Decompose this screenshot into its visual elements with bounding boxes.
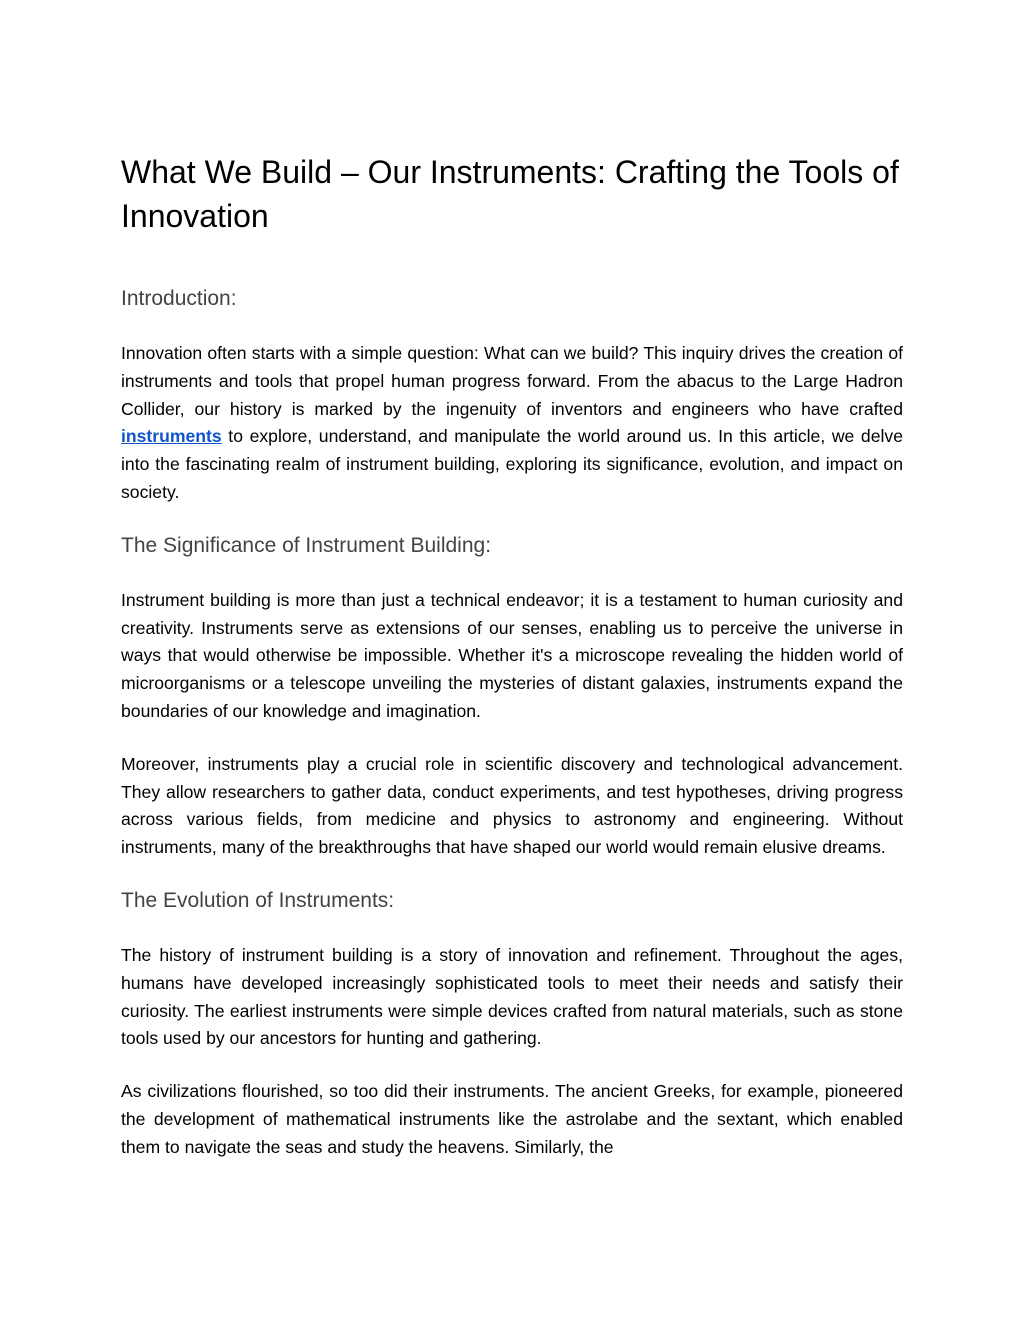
document-page <box>121 150 903 1187</box>
significance-paragraph-2: Moreover, instruments play a crucial role in scientific discovery and technological advancement. They allow researchers to gather data, conduct experiments, and test hypotheses, driving progress across various fields, from medicine and physics to astronomy and engineering. Without instruments, many of the breakthroughs that have shaped our world would remain elusive dreams. <box>121 753 903 858</box>
section-heading-evolution: The Evolution of Instruments: <box>121 888 395 912</box>
intro-text-before-link: Innovation often starts with a simple question: What can we build? This inquiry drives the creation of instruments and tools that propel human progress forward. From the abacus to the Large Hadron Collider, our history is marked by the ingenuity of inventors and engineers who have crafted <box>121 343 903 419</box>
instruments-link[interactable]: instruments <box>121 426 222 447</box>
evolution-paragraph-1: The history of instrument building is a story of innovation and refinement. Throughout the ages, humans have developed increasingly sophisticated tools to meet their needs and satisfy their curiosity. The earliest instruments were simple devices crafted from natural materials, such as stone tools used by our ancestors for hunting and gathering. <box>121 944 903 1049</box>
page-title: What We Build – Our Instruments: Crafting the Tools of Innovation <box>121 154 899 234</box>
significance-paragraph-1: Instrument building is more than just a technical endeavor; it is a testament to human curiosity and creativity. Instruments serve as extensions of our senses, enabling us to perceive the universe in ways that would otherwise be impossible. Whether it's a microscope revealing the hidden world of microorganisms or a telescope unveiling the mysteries of distant galaxies, instruments expand the boundaries of our knowledge and imagination. <box>121 589 903 721</box>
section-heading-introduction: Introduction: <box>121 287 237 310</box>
section-heading-significance: The Significance of Instrument Building: <box>121 533 492 557</box>
intro-paragraph <box>121 340 903 507</box>
evolution-paragraph-2: As civilizations flourished, so too did their instruments. The ancient Greeks, for example, pioneered the development of mathematical instruments like the astrolabe and the sextant, which enabled them to navigate the seas and study the heavens. Similarly, the <box>121 1081 903 1157</box>
intro-text-after-link: to explore, understand, and manipulate the world around us. In this article, we delve into the fascinating realm of instrument building, exploring its significance, evolution, and impact on society. <box>121 426 903 502</box>
